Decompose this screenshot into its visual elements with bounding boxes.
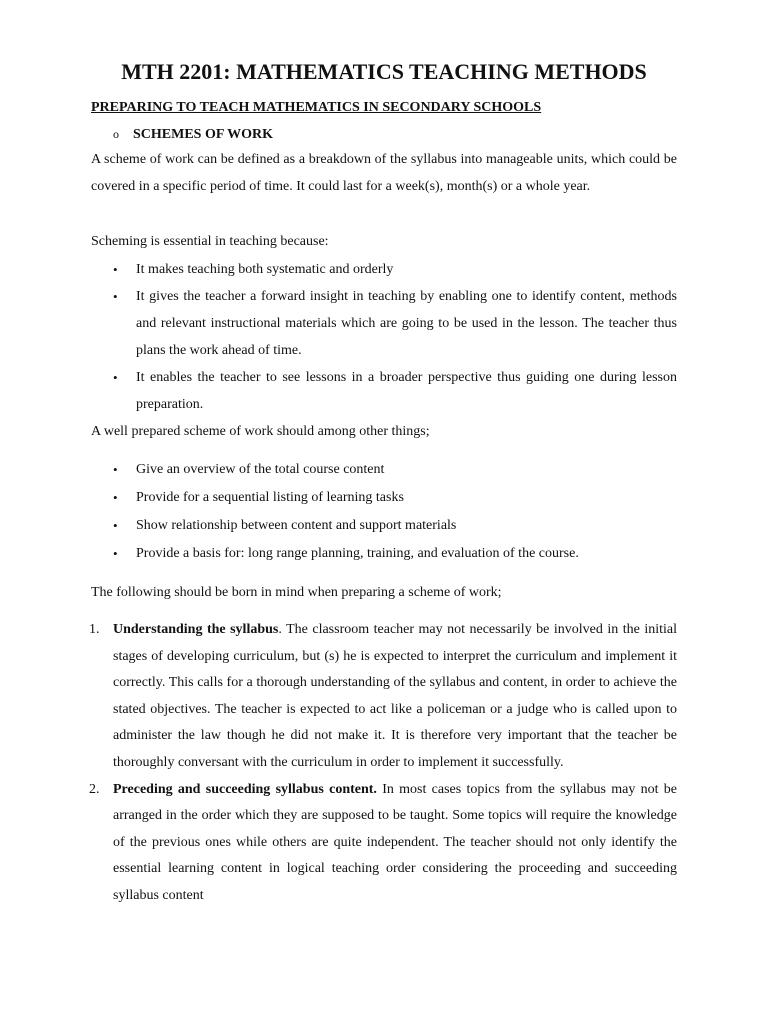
list-item: • Show relationship between content and support materials	[113, 512, 677, 540]
list-item: • Provide for a sequential listing of learning tasks	[113, 484, 677, 512]
list-item: • It enables the teacher to see lessons in a broader perspective thus guiding one during lesson preparation.	[113, 364, 677, 418]
item-number: 2.	[89, 781, 100, 797]
scheming-intro: Scheming is essential in teaching because:	[91, 234, 329, 249]
item-heading: Preceding and succeeding syllabus content.	[113, 781, 377, 797]
considerations-list	[89, 617, 677, 910]
item-number: 1.	[89, 622, 100, 637]
page-title: MTH 2201: MATHEMATICS TEACHING METHODS	[121, 59, 647, 84]
item-body: In most cases topics from the syllabus may not be arranged in the order which they are supposed to be taught. Some topics will require the knowledge of the previous ones while others are quite independent. The teacher should not only identify the essential learning content in logical teaching order considering the proceeding and succeeding syllabus content	[113, 781, 677, 903]
list-item: • It makes teaching both systematic and orderly	[113, 256, 677, 283]
list-item: • Provide a basis for: long range planning, training, and evaluation of the course.	[113, 540, 677, 568]
scheming-reasons-list	[113, 256, 677, 418]
list-item	[89, 777, 677, 910]
list-item	[89, 617, 677, 777]
circle-bullet-icon: o	[113, 127, 119, 141]
item-body: . The classroom teacher may not necessarily be involved in the initial stages of developing curriculum, but (s) he is expected to interpret the curriculum and implement it correctly. This calls for a thorough understanding of the syllabus and content, in order to achieve the stated objectives. The teacher is expected to act like a policeman or a judge who is called upon to administer the law though he did not make it. It is therefore very important that the teacher be thoroughly conversant with the curriculum in order to implement it successfully.	[113, 622, 678, 770]
item-heading: Understanding the syllabus	[113, 622, 279, 637]
well-prepared-intro: A well prepared scheme of work should among other things;	[91, 424, 430, 439]
well-prepared-list	[113, 456, 677, 568]
list-item: • It gives the teacher a forward insight in teaching by enabling one to identify content, methods and relevant instructional materials which are going to be used in the lesson. The teacher thus plans the work ahead of time.	[113, 283, 677, 364]
section-heading	[115, 124, 273, 145]
list-item: • Give an overview of the total course content	[113, 456, 677, 484]
section-heading-text: SCHEMES OF WORK	[133, 127, 274, 142]
intro-paragraph: A scheme of work can be defined as a breakdown of the syllabus into manageable units, which could be covered in a specific period of time. It could last for a week(s), month(s) or a whole year.	[91, 152, 677, 194]
page-subtitle: PREPARING TO TEACH MATHEMATICS IN SECONDARY SCHOOLS	[91, 100, 542, 115]
following-intro: The following should be born in mind when preparing a scheme of work;	[91, 585, 502, 600]
